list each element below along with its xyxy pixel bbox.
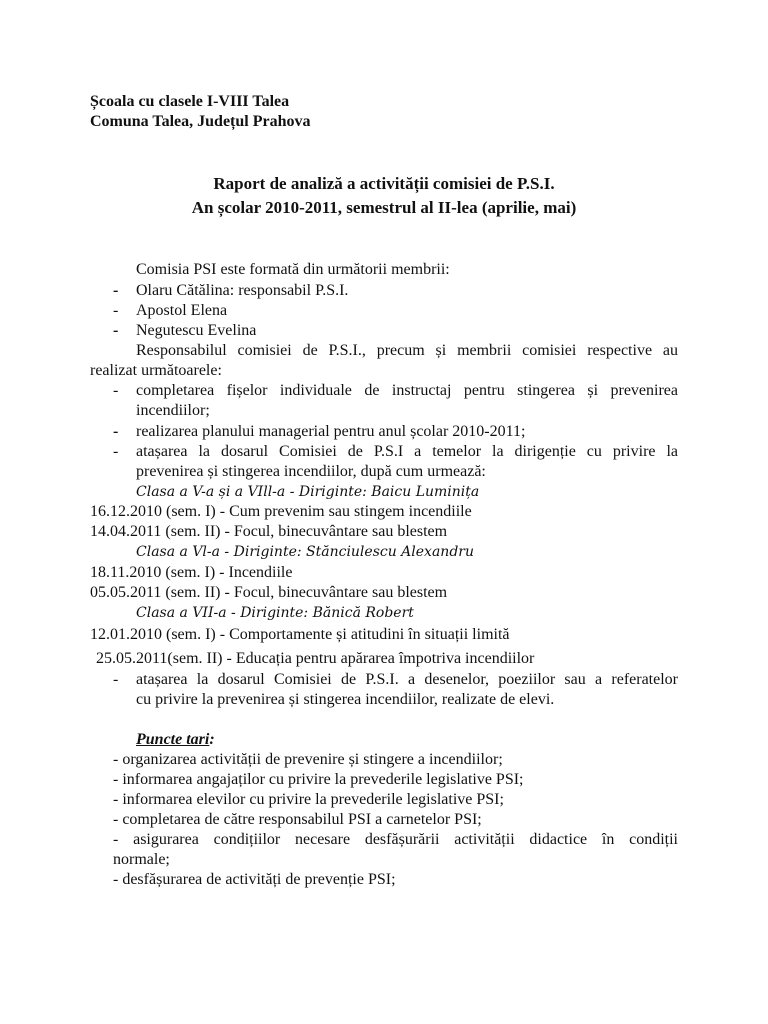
member-item: Olaru Cătălina: responsabil P.S.I.: [136, 282, 349, 299]
strengths-heading: [136, 730, 215, 750]
achievement-item: completarea fișelor individuale de instructaj pentru stingerea și prevenirea: [136, 382, 678, 399]
members-intro: Comisia PSI este formată din următorii membrii:: [136, 261, 450, 278]
achievement-item-cont: prevenirea și stingerea incendiilor, după cum urmează:: [136, 463, 486, 480]
topic-entry: 25.05.2011(sem. II) - Educația pentru apărarea împotriva incendiilor: [96, 650, 535, 667]
report-title: Raport de analiză a activității comisiei de P.S.I.: [213, 174, 555, 193]
list-dash: -: [113, 443, 119, 460]
list-dash: -: [113, 671, 119, 688]
strength-item: - informarea elevilor cu privire la prevederile legislative PSI;: [113, 791, 504, 808]
topic-entry: 18.11.2010 (sem. I) - Incendiile: [90, 564, 293, 581]
class-heading: Clasa a VII-a - Diriginte: Bănică Robert: [136, 605, 414, 621]
strength-item-cont: normale;: [113, 851, 170, 868]
topic-entry: 16.12.2010 (sem. I) - Cum prevenim sau stingem incendiile: [90, 503, 472, 520]
list-dash: -: [113, 282, 119, 299]
attachment-item-cont: cu privire la prevenirea și stingerea incendiilor, realizate de elevi.: [136, 691, 555, 708]
strengths-heading-text: Puncte tari: [136, 731, 210, 748]
strength-item: - asigurarea condițiilor necesare desfășurării activității didactice în condiții: [113, 831, 678, 848]
strength-item: - organizarea activității de prevenire și stingere a incendiilor;: [113, 751, 503, 768]
strength-item: - informarea angajaților cu privire la prevederile legislative PSI;: [113, 771, 524, 788]
class-heading: Clasa a Vl-a - Diriginte: Stănciulescu Alexandru: [136, 544, 474, 560]
achievement-item: atașarea la dosarul Comisiei de P.S.I a temelor la dirigenție cu privire la: [136, 443, 678, 460]
list-dash: -: [113, 322, 119, 339]
topic-entry: 14.04.2011 (sem. II) - Focul, binecuvântare sau blestem: [90, 523, 448, 540]
achievements-intro-cont: realizat următoarele:: [90, 362, 222, 379]
school-name: Școala cu clasele I-VIII Talea: [90, 93, 290, 110]
achievements-intro: Responsabilul comisiei de P.S.I., precum și membrii comisiei respective au: [136, 342, 678, 359]
report-subtitle: An școlar 2010-2011, semestrul al II-lea (aprilie, mai): [191, 198, 577, 217]
list-dash: -: [113, 302, 119, 319]
member-item: Apostol Elena: [136, 302, 228, 319]
topic-entry: 05.05.2011 (sem. II) - Focul, binecuvântare sau blestem: [90, 584, 448, 601]
class-heading: Clasa a V-a și a VIll-a - Diriginte: Baicu Luminița: [136, 484, 480, 500]
achievement-item-cont: incendiilor;: [136, 402, 210, 419]
member-item: Negutescu Evelina: [136, 322, 257, 339]
list-dash: -: [113, 382, 119, 399]
strengths-heading-colon: :: [209, 731, 215, 748]
achievement-item: realizarea planului managerial pentru anul școlar 2010-2011;: [136, 423, 526, 440]
strength-item: - desfășurarea de activități de prevenție PSI;: [113, 871, 396, 888]
commune-name: Comuna Talea, Județul Prahova: [90, 113, 311, 130]
list-dash: -: [113, 423, 119, 440]
strength-item: - completarea de către responsabilul PSI a carnetelor PSI;: [113, 811, 482, 828]
attachment-item: atașarea la dosarul Comisiei de P.S.I. a desenelor, poeziilor sau a referatelor: [136, 671, 678, 688]
topic-entry: 12.01.2010 (sem. I) - Comportamente și atitudini în situații limită: [90, 626, 510, 643]
